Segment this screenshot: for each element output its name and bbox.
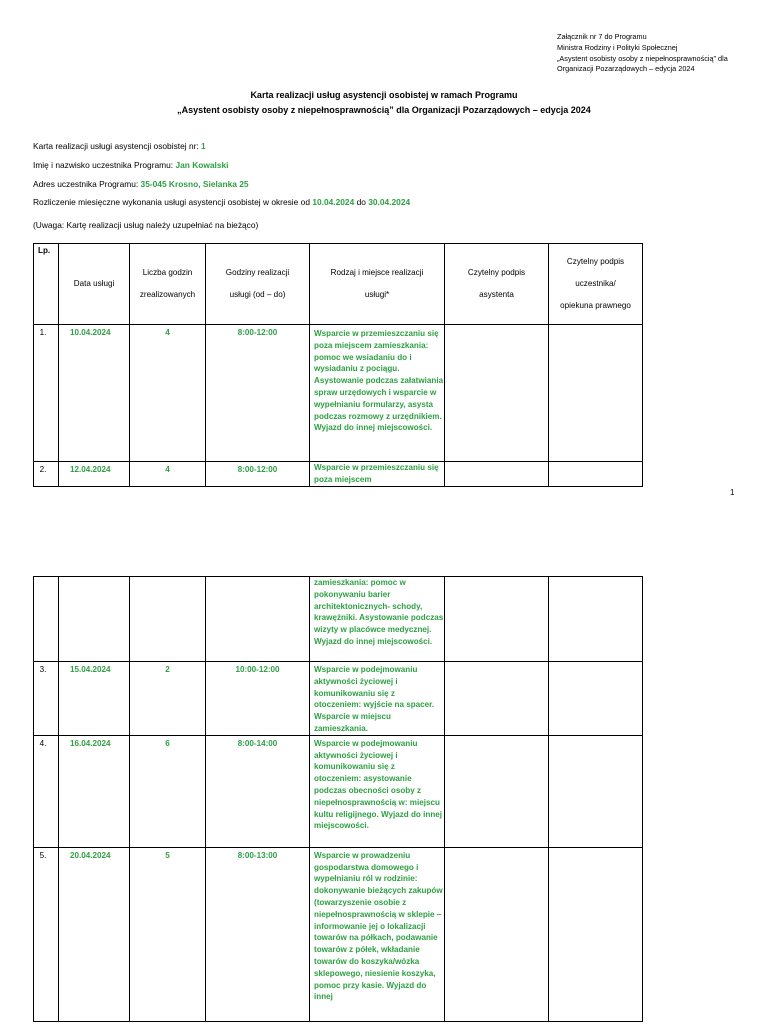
title-line-1: Karta realizacji usług asystencji osobistej w ramach Programu xyxy=(250,90,518,100)
participant-signature-cell xyxy=(549,462,643,487)
title-line-2: „Asystent osobisty osoby z niepełnosprawnością” dla Organizacji Pozarządowych – edycja 2024 xyxy=(177,105,591,115)
participant-address-label: Adres uczestnika Programu: xyxy=(33,179,139,189)
table-row xyxy=(34,662,643,736)
participant-signature-cell xyxy=(549,847,643,1021)
row-hours: 4 xyxy=(130,325,206,462)
row-description: Wsparcie w podejmowaniu aktywności życiowej i komunikowaniu się z otoczeniem: wyjście na spacer. Wsparcie w miejscu zamieszkania. xyxy=(310,662,445,736)
assistant-signature-cell xyxy=(445,735,549,847)
row-number: 4. xyxy=(34,735,59,847)
row-time xyxy=(206,577,310,662)
row-hours: 4 xyxy=(130,462,206,487)
assistant-signature-cell xyxy=(445,577,549,662)
row-number xyxy=(34,577,59,662)
period-to-word: do xyxy=(356,197,366,207)
row-hours xyxy=(130,577,206,662)
header-assistant-signature: Czytelny podpis asystenta xyxy=(445,244,549,325)
row-date: 20.04.2024 xyxy=(59,847,130,1021)
row-description: zamieszkania: pomoc w pokonywaniu barier architektonicznych- schody, krawężniki. Asystowanie podczas wizyty w placówce medycznej. Wyjazd do innej miejscowości. xyxy=(310,577,445,662)
settlement-period-line xyxy=(33,197,410,207)
assistant-signature-cell xyxy=(445,662,549,736)
assistant-signature-cell xyxy=(445,325,549,462)
table-row xyxy=(34,462,643,487)
table-row xyxy=(34,735,643,847)
participant-name-label: Imię i nazwisko uczestnika Programu: xyxy=(33,160,174,170)
service-table-page2 xyxy=(33,576,643,1022)
row-date: 10.04.2024 xyxy=(59,325,130,462)
participant-signature-cell xyxy=(549,577,643,662)
row-date: 16.04.2024 xyxy=(59,735,130,847)
participant-address-line xyxy=(33,179,249,189)
header-time: Godziny realizacji usługi (od – do) xyxy=(206,244,310,325)
participant-name-value: Jan Kowalski xyxy=(175,160,229,170)
row-number: 2. xyxy=(34,462,59,487)
row-number: 1. xyxy=(34,325,59,462)
card-number-value: 1 xyxy=(201,141,206,151)
header-date: Data usługi xyxy=(59,244,130,325)
assistant-signature-cell xyxy=(445,847,549,1021)
table-row xyxy=(34,325,643,462)
annex-line: Ministra Rodziny i Polityki Społecznej xyxy=(557,42,678,52)
document-title xyxy=(0,88,768,118)
row-time: 8:00-13:00 xyxy=(206,847,310,1021)
annex-line: Organizacji Pozarządowych – edycja 2024 xyxy=(557,64,695,74)
card-number-line xyxy=(33,141,206,151)
row-date: 15.04.2024 xyxy=(59,662,130,736)
row-date xyxy=(59,577,130,662)
row-time: 8:00-12:00 xyxy=(206,325,310,462)
annex-line: „Asystent osobisty osoby z niepełnosprawnością” dla xyxy=(557,53,728,63)
page-number: 1 xyxy=(730,488,735,497)
participant-signature-cell xyxy=(549,735,643,847)
row-date: 12.04.2024 xyxy=(59,462,130,487)
row-description: Wsparcie w prowadzeniu gospodarstwa domowego i wypełnianiu ról w rodzinie: dokonywanie bieżących zakupów (towarzyszenie osobie z niepełnosprawnością w sklepie – informowanie jej o lokalizacji towarów na półkach, podawanie towarów z półek, wkładanie towarów do koszyka/wózka sklepowego, niesienie koszyka, pomoc przy kasie. Wyjazd do innej xyxy=(310,847,445,1021)
participant-signature-cell xyxy=(549,325,643,462)
row-time: 8:00-14:00 xyxy=(206,735,310,847)
service-table-page1 xyxy=(33,243,643,487)
participant-name-line xyxy=(33,160,229,170)
header-hours: Liczba godzin zrealizowanych xyxy=(130,244,206,325)
period-label: Rozliczenie miesięczne wykonania usługi asystencji osobistej w okresie od xyxy=(33,197,310,207)
row-description: Wsparcie w podejmowaniu aktywności życiowej i komunikowaniu się z otoczeniem: asystowanie podczas obecności osoby z niepełnosprawnością w: miejscu kultu religijnego. Wyjazd do innej miejscowości. xyxy=(310,735,445,847)
header-participant-signature: Czytelny podpis uczestnika/ opiekuna prawnego xyxy=(549,244,643,325)
row-hours: 2 xyxy=(130,662,206,736)
assistant-signature-cell xyxy=(445,462,549,487)
annex-line: Załącznik nr 7 do Programu xyxy=(557,32,647,41)
row-time: 10:00-12:00 xyxy=(206,662,310,736)
row-description: Wsparcie w przemieszczaniu się poza miejscem xyxy=(310,462,445,487)
participant-signature-cell xyxy=(549,662,643,736)
row-number: 5. xyxy=(34,847,59,1021)
period-to: 30.04.2024 xyxy=(368,197,411,207)
row-number: 3. xyxy=(34,662,59,736)
table-row-continuation xyxy=(34,577,643,662)
header-lp: Lp. xyxy=(34,244,59,325)
row-time: 8:00-12:00 xyxy=(206,462,310,487)
period-from: 10.04.2024 xyxy=(312,197,355,207)
row-description: Wsparcie w przemieszczaniu się poza miejscem zamieszkania: pomoc we wsiadaniu do i wysiadaniu z pociągu. Asystowanie podczas załatwiania spraw urzędowych i wsparcie w wypełnianiu formularzy, asysta podczas rozmowy z urzędnikiem. Wyjazd do innej miejscowości. xyxy=(310,325,445,462)
card-number-label: Karta realizacji usługi asystencji osobistej nr: xyxy=(33,141,199,151)
annex-note xyxy=(557,32,728,75)
participant-address-value: 35-045 Krosno, Sielanka 25 xyxy=(140,179,249,189)
table-header-row xyxy=(34,244,643,325)
row-hours: 5 xyxy=(130,847,206,1021)
row-hours: 6 xyxy=(130,735,206,847)
header-kind: Rodzaj i miejsce realizacji usługi* xyxy=(310,244,445,325)
table-row xyxy=(34,847,643,1021)
note-line: (Uwaga: Kartę realizacji usług należy uzupełniać na bieżąco) xyxy=(33,220,259,230)
